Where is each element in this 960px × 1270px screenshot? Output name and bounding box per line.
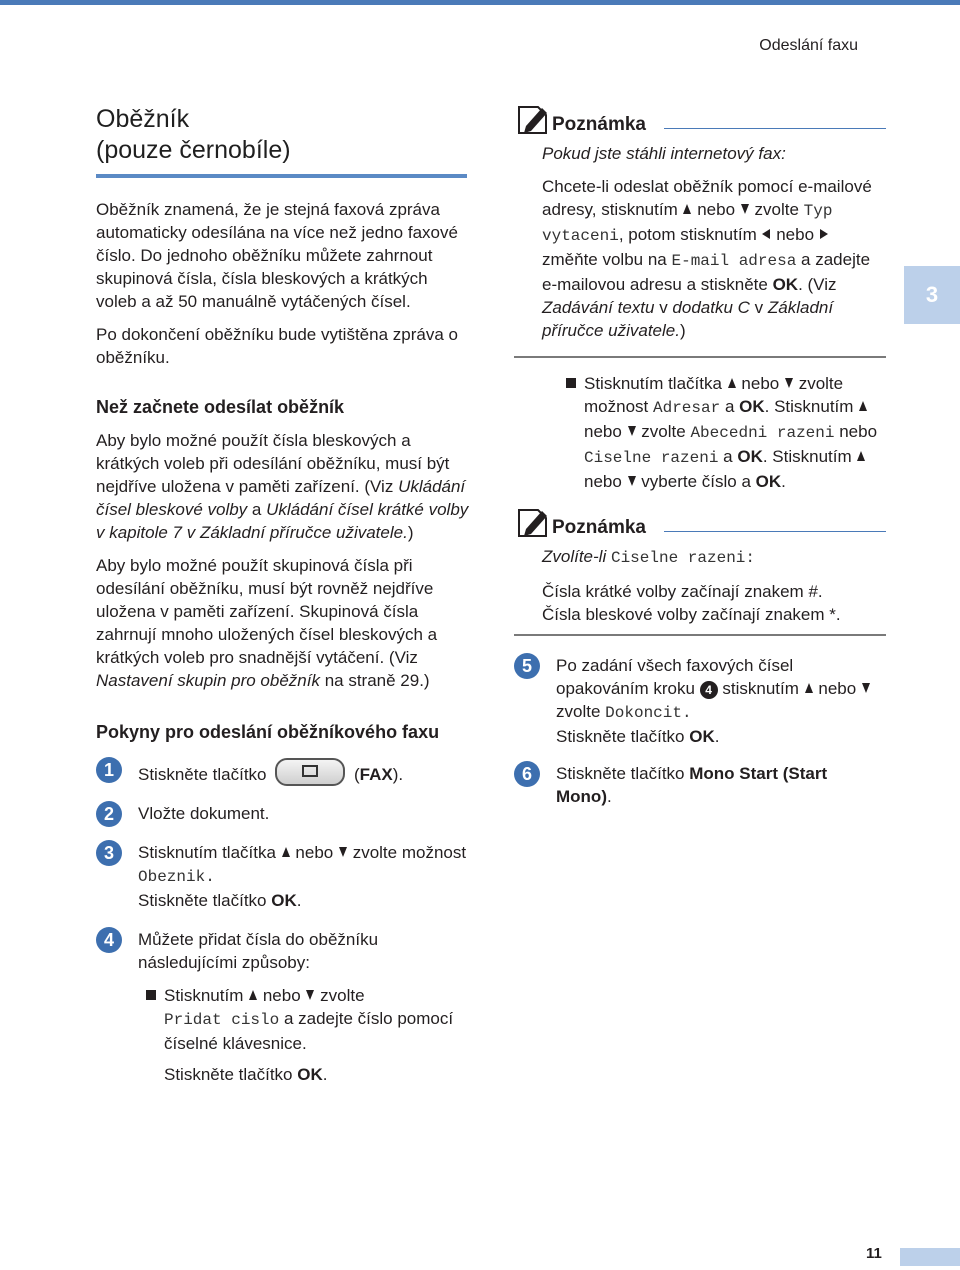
down-arrow-icon bbox=[741, 204, 749, 214]
note-2-text: Čísla krátké volby začínají znakem #. Čísla bleskové volby začínají znakem *. bbox=[542, 582, 841, 624]
fax-button-icon bbox=[275, 758, 345, 786]
step-number: 2 bbox=[96, 801, 122, 827]
bullet-square-icon bbox=[566, 378, 576, 388]
steps-heading: Pokyny pro odeslání oběžníkového faxu bbox=[96, 722, 440, 742]
title-rule bbox=[96, 174, 467, 178]
up-arrow-icon bbox=[805, 683, 813, 693]
bullet-square-icon bbox=[146, 990, 156, 1000]
step-3: 3 Stisknutím tlačítka nebo zvolte možnost Obeznik. Stiskněte tlačítko OK. bbox=[96, 841, 471, 912]
step-number: 5 bbox=[514, 653, 540, 679]
note-1-title: Poznámka bbox=[552, 114, 646, 135]
step-number: 4 bbox=[96, 927, 122, 953]
note-rule bbox=[664, 128, 886, 129]
step-number: 1 bbox=[96, 757, 122, 783]
step-1: 1 Stiskněte tlačítko (FAX). bbox=[96, 758, 471, 786]
up-arrow-icon bbox=[728, 378, 736, 388]
note-1-text: Chcete-li odeslat oběžník pomocí e-mailové adresy, stisknutím nebo zvolte Typ vytaceni, potom stisknutím nebo změňte volbu na E-mail adresa a zadejte e-mailovou adresu a stiskněte OK. (Viz Zadávání textu v dodatku C v Základní příručce uživatele.) bbox=[542, 177, 872, 340]
running-header: Odeslání faxu bbox=[759, 37, 858, 54]
left-column bbox=[96, 104, 471, 1086]
down-arrow-icon bbox=[862, 683, 870, 693]
step-number: 6 bbox=[514, 761, 540, 787]
note-pencil-icon bbox=[516, 104, 550, 136]
down-arrow-icon bbox=[628, 426, 636, 436]
report-paragraph: Po dokončení oběžníku bude vytištěna zpráva o oběžníku. bbox=[96, 325, 458, 367]
up-arrow-icon bbox=[859, 401, 867, 411]
note-rule bbox=[664, 531, 886, 532]
step-4: 4 Můžete přidat čísla do oběžníku následujícími způsoby: bbox=[96, 928, 471, 974]
up-arrow-icon bbox=[857, 451, 865, 461]
page-number: 11 bbox=[866, 1245, 882, 1262]
page-number-bar bbox=[900, 1248, 960, 1266]
up-arrow-icon bbox=[683, 204, 691, 214]
step-5: 5 Po zadání všech faxových čísel opakováním kroku 4 stisknutím nebo zvolte Dokoncit. Stiskněte tlačítko OK. bbox=[514, 654, 886, 748]
note-2-header bbox=[514, 507, 886, 541]
intro-paragraph: Oběžník znamená, že je stejná faxová zpráva automaticky odesílána na více než jedno faxové číslo. Do jednoho oběžníku můžete zahrnout skupinová čísla, čísla bleskových a krátkých voleb a až 50 manuálně vytáčených čísel. bbox=[96, 200, 458, 311]
note-2-subtitle: Zvolíte-li Ciselne razeni: bbox=[542, 547, 755, 567]
note-2-end-rule bbox=[514, 634, 886, 636]
up-arrow-icon bbox=[249, 990, 257, 1000]
down-arrow-icon bbox=[306, 990, 314, 1000]
step-2: 2 Vložte dokument. bbox=[96, 802, 471, 825]
group-paragraph: Aby bylo možné použít skupinová čísla při odesílání oběžníku, musí být rovněž nejdříve uložena v paměti zařízení. Skupinová čísla zahrnují mnoho uložených čísel bleskových a krátkých voleb pro snadnější vytáčení. (Viz Nastavení skupin pro oběžník na straně 29.) bbox=[96, 556, 438, 690]
step-4-bullet: Stisknutím nebo zvolte Pridat cislo a zadejte číslo pomocí číselné klávesnice. Stiskněte tlačítko OK. bbox=[144, 984, 471, 1086]
note-bullet: Stisknutím tlačítka nebo zvolte možnost Adresar a OK. Stisknutím nebo zvolte Abecedni razeni nebo Ciselne razeni a OK. Stisknutím nebo vyberte číslo a OK. bbox=[564, 372, 886, 493]
down-arrow-icon bbox=[628, 476, 636, 486]
right-arrow-icon bbox=[820, 229, 828, 239]
note-2-title: Poznámka bbox=[552, 517, 646, 538]
note-1-header bbox=[514, 104, 886, 138]
step-6: 6 Stiskněte tlačítko Mono Start (Start Mono). bbox=[514, 762, 886, 808]
section-title: Oběžník (pouze černobíle) bbox=[96, 105, 291, 164]
chapter-tab: 3 bbox=[904, 266, 960, 324]
speed-dial-paragraph: Aby bylo možné použít čísla bleskových a krátkých voleb při odesílání oběžníku, musí být nejdříve uložena v paměti zařízení. (Viz Ukládání čísel bleskové volby a Ukládání čísel krátké volby v kapitole 7 v Základní příručce uživatele.) bbox=[96, 431, 469, 542]
step-number: 3 bbox=[96, 840, 122, 866]
step-reference-badge: 4 bbox=[700, 681, 718, 699]
note-pencil-icon bbox=[516, 507, 550, 539]
left-arrow-icon bbox=[762, 229, 770, 239]
before-heading: Než začnete odesílat oběžník bbox=[96, 397, 345, 417]
right-column bbox=[514, 104, 886, 808]
down-arrow-icon bbox=[785, 378, 793, 388]
note-1-end-rule bbox=[514, 356, 886, 358]
top-rule bbox=[0, 0, 960, 5]
up-arrow-icon bbox=[282, 847, 290, 857]
note-1-subtitle: Pokud jste stáhli internetový fax: bbox=[542, 144, 786, 163]
down-arrow-icon bbox=[339, 847, 347, 857]
